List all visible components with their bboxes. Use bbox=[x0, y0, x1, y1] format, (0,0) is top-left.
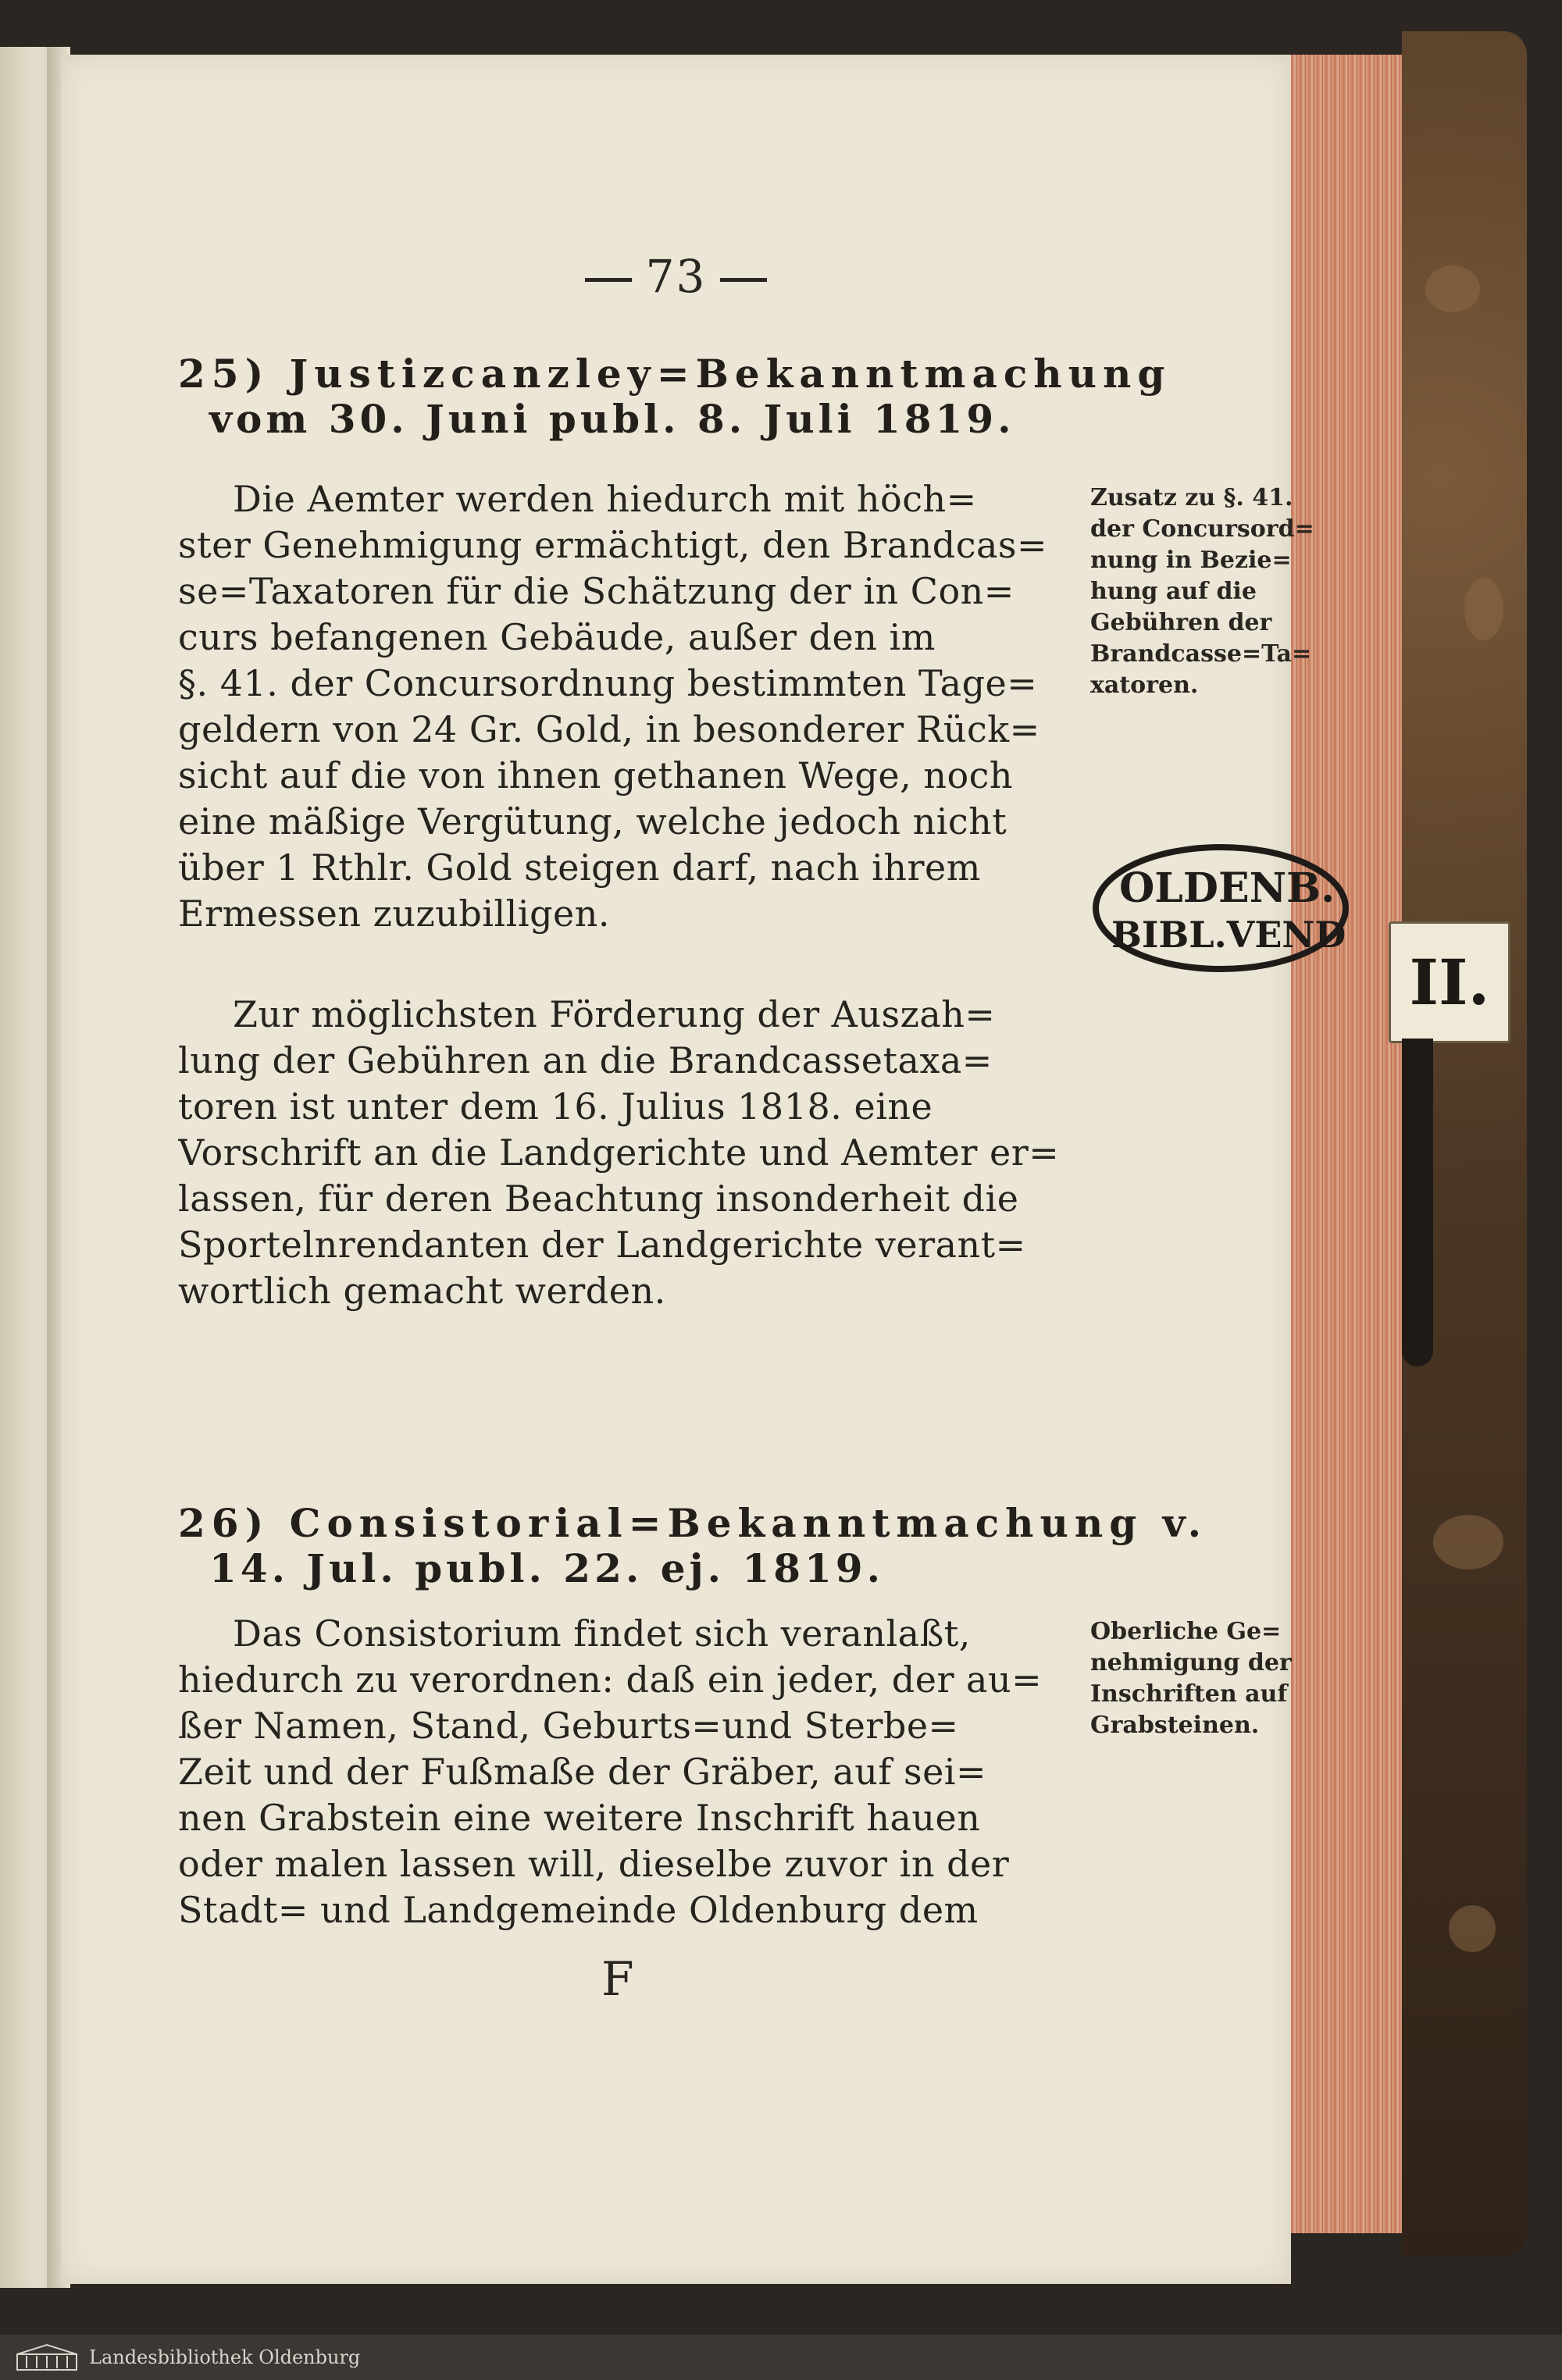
page-number bbox=[61, 250, 1291, 303]
text-line: sicht auf die von ihnen gethanen Wege, noch bbox=[178, 754, 1014, 796]
footer-credit: Landesbibliothek Oldenburg bbox=[89, 2346, 361, 2368]
text-line: Ermessen zuzubilligen. bbox=[178, 892, 611, 935]
page-number-text: 73 bbox=[645, 250, 707, 303]
text-line: Inschriften auf bbox=[1090, 1680, 1288, 1708]
text-line: Oberliche Ge= bbox=[1090, 1618, 1282, 1645]
section-26-paragraph-1 bbox=[178, 1611, 1090, 1933]
text-line: ster Genehmigung ermächtigt, den Brandcas= bbox=[178, 524, 1048, 566]
text-line: über 1 Rthlr. Gold steigen darf, nach ihrem bbox=[178, 846, 981, 889]
text-line: Gebühren der bbox=[1090, 609, 1272, 636]
dash-right bbox=[720, 278, 767, 282]
text-line: Zeit und der Fußmaße der Gräber, auf sei= bbox=[178, 1751, 987, 1793]
text-line: Zusatz zu §. 41. bbox=[1090, 484, 1293, 511]
text-line: xatoren. bbox=[1090, 672, 1199, 699]
library-stamp bbox=[1088, 839, 1350, 976]
text-line: nen Grabstein eine weitere Inschrift hauen bbox=[178, 1797, 981, 1839]
text-line: Vorschrift an die Landgerichte und Aemter er= bbox=[178, 1131, 1060, 1174]
text-line: Stadt= und Landgemeinde Oldenburg dem bbox=[178, 1889, 979, 1931]
section-25-heading bbox=[178, 351, 1172, 442]
section-26-heading bbox=[178, 1500, 1208, 1591]
text-line: lung der Gebühren an die Brandcassetaxa= bbox=[178, 1039, 993, 1081]
text-line: eine mäßige Vergütung, welche jedoch nicht bbox=[178, 800, 1007, 843]
page-edges bbox=[1289, 55, 1402, 2233]
text-line: wortlich gemacht werden. bbox=[178, 1270, 666, 1312]
text-line: curs befangenen Gebäude, außer den im bbox=[178, 616, 936, 658]
text-line: nehmigung der bbox=[1090, 1649, 1292, 1676]
text-line: Brandcasse=Ta= bbox=[1090, 640, 1312, 668]
text-line: Das Consistorium findet sich veranlaßt, bbox=[233, 1612, 971, 1655]
text-line: Die Aemter werden hiedurch mit höch= bbox=[233, 478, 977, 520]
stamp-line1: OLDENB. bbox=[1119, 864, 1336, 912]
library-building-icon bbox=[16, 2343, 78, 2371]
section-26-heading-line1: 26) Consistorial=Bekanntmachung v. bbox=[178, 1500, 1208, 1546]
stamp-line2: BIBL.VEND bbox=[1111, 914, 1346, 956]
section-25-heading-line1: 25) Justizcanzley=Bekanntmachung bbox=[178, 351, 1172, 397]
section-25-margin-note bbox=[1090, 483, 1348, 701]
text-line: hiedurch zu verordnen: daß ein jeder, der au= bbox=[178, 1659, 1043, 1701]
text-line: lassen, für deren Beachtung insonderheit die bbox=[178, 1178, 1019, 1220]
footer-bar bbox=[0, 2335, 1562, 2380]
text-line: hung auf die bbox=[1090, 578, 1257, 605]
dash-left bbox=[585, 278, 632, 282]
book-page bbox=[61, 55, 1346, 2284]
section-25-heading-line2: vom 30. Juni publ. 8. Juli 1819. bbox=[209, 396, 1015, 442]
text-line: geldern von 24 Gr. Gold, in besonderer Rück= bbox=[178, 708, 1040, 750]
volume-tab-label: II. bbox=[1409, 946, 1490, 1019]
section-25-paragraph-2 bbox=[178, 992, 1090, 1314]
text-line: nung in Bezie= bbox=[1090, 547, 1292, 574]
text-line: §. 41. der Concursordnung bestimmten Tage= bbox=[178, 662, 1038, 704]
text-line: Sportelnrendanten der Landgerichte verant= bbox=[178, 1224, 1026, 1266]
section-26-margin-note bbox=[1090, 1616, 1348, 1741]
volume-tab bbox=[1389, 921, 1510, 1043]
section-25-paragraph-1 bbox=[178, 476, 1090, 937]
text-line: Grabsteinen. bbox=[1090, 1712, 1260, 1739]
bookmark-ribbon bbox=[1402, 1039, 1433, 1366]
text-line: Zur möglichsten Förderung der Auszah= bbox=[233, 993, 996, 1035]
text-line: ßer Namen, Stand, Geburts=und Sterbe= bbox=[178, 1705, 959, 1747]
text-line: oder malen lassen will, dieselbe zuvor in der bbox=[178, 1843, 1010, 1885]
text-line: toren ist unter dem 16. Julius 1818. eine bbox=[178, 1085, 933, 1128]
signature-mark: F bbox=[601, 1952, 634, 2007]
text-line: se=Taxatoren für die Schätzung der in Con= bbox=[178, 570, 1015, 612]
text-line: der Concursord= bbox=[1090, 515, 1314, 543]
section-26-heading-line2: 14. Jul. publ. 22. ej. 1819. bbox=[209, 1545, 884, 1591]
